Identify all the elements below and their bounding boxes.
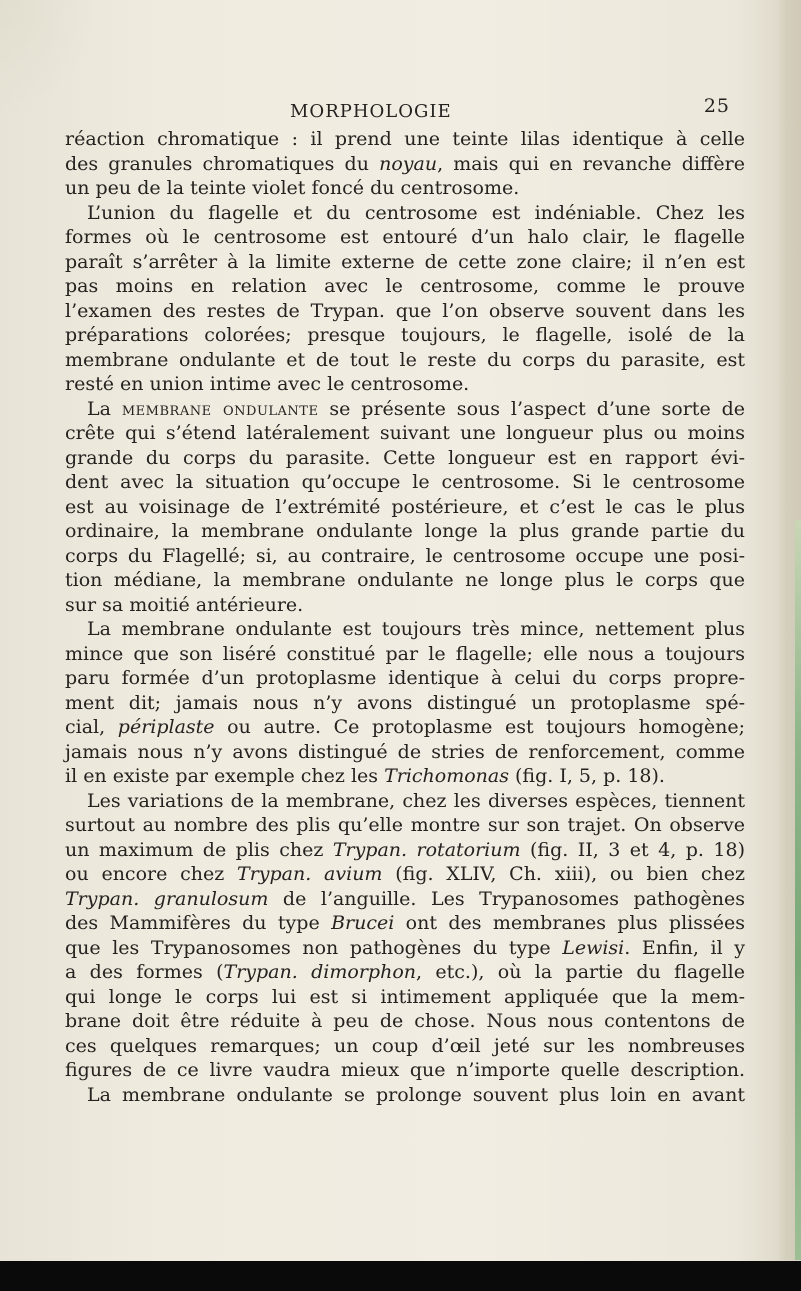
text-line <box>65 617 745 642</box>
scan-bottom-border <box>0 1261 801 1291</box>
text-line <box>65 544 745 569</box>
text-line <box>65 691 745 716</box>
text-line <box>65 225 745 250</box>
text-line <box>65 421 745 446</box>
text-line <box>65 519 745 544</box>
text-line <box>65 397 745 422</box>
text-line <box>65 936 745 961</box>
text-segment: formes où le centrosome est entouré d’un halo clair, le flagelle <box>65 226 745 248</box>
text-segment: réaction chromatique : il prend une teinte lilas identique à celle <box>65 128 745 150</box>
italic-text: Brucei <box>331 912 395 934</box>
text-line <box>65 985 745 1010</box>
text-segment: cial, <box>65 716 118 738</box>
text-line <box>65 960 745 985</box>
italic-text: Trypan. avium <box>237 863 383 885</box>
text-segment: se présente sous l’aspect d’une sorte de <box>318 397 746 420</box>
text-segment: a des formes ( <box>65 961 224 983</box>
text-line <box>65 495 745 520</box>
text-segment: jamais nous n’y avons distingué de stries de renforcement, comme <box>65 740 745 763</box>
text-segment: figures de ce livre vaudra mieux que n’importe quelle description. <box>65 1059 745 1081</box>
text-line <box>65 372 745 397</box>
text-line <box>65 813 745 838</box>
text-segment: tion médiane, la membrane ondulante ne longe plus le corps que <box>65 569 745 591</box>
text-segment: que les Trypanosomes non pathogènes du type <box>65 936 563 959</box>
text-segment: mince que son liséré constitué par le flagelle; elle nous a toujours <box>65 642 745 665</box>
text-segment: paru formée d’un protoplasme identique à celui du corps propre- <box>65 667 745 689</box>
text-segment: ces quelques remarques; un coup d’œil jeté sur les nombreuses <box>65 1034 745 1057</box>
text-line <box>65 250 745 275</box>
text-segment: l’examen des restes de Trypan. que l’on observe souvent dans les <box>65 299 745 322</box>
text-segment: La membrane ondulante est toujours très mince, nettement plus <box>87 618 745 640</box>
page-number: 25 <box>703 95 730 117</box>
text-segment: un maximum de plis chez <box>65 838 333 861</box>
text-segment: Les variations de la membrane, chez les diverses espèces, tiennent <box>87 789 745 812</box>
running-header <box>290 95 760 125</box>
text-line <box>65 201 745 226</box>
text-segment: de l’anguille. Les Trypanosomes pathogènes <box>268 887 745 910</box>
text-segment: sur sa moitié antérieure. <box>65 593 304 616</box>
text-segment: La membrane ondulante se prolonge souvent plus loin en avant <box>87 1083 745 1106</box>
text-segment: membrane ondulante et de tout le reste du corps du parasite, est <box>65 348 745 371</box>
text-line <box>65 666 745 691</box>
text-segment: crête qui s’étend latéralement suivant une longueur plus ou moins <box>65 422 745 444</box>
italic-text: Trypan. granulosum <box>65 887 269 910</box>
text-line <box>65 715 745 740</box>
text-line <box>65 323 745 348</box>
text-segment: , mais qui en revanche diffère <box>437 152 746 175</box>
text-segment: brane doit être réduite à peu de chose. Nous nous contentons de <box>65 1010 745 1032</box>
text-segment: ou autre. Ce protoplasme est toujours homogène; <box>214 716 745 738</box>
text-segment: La <box>87 397 122 420</box>
italic-text: périplaste <box>117 716 215 738</box>
italic-text: Trypan. dimorphon <box>223 961 416 983</box>
small-caps-text: membrane ondulante <box>121 397 319 420</box>
text-segment: grande du corps du parasite. Cette longueur est en rapport évi- <box>65 446 745 469</box>
body-text <box>65 127 745 1107</box>
text-segment: (fig. I, 5, p. 18). <box>508 765 665 787</box>
text-segment: L’union du flagelle et du centrosome est indéniable. Chez les <box>87 201 745 224</box>
text-line <box>65 348 745 373</box>
text-segment: (fig. XLIV, Ch. xiii), ou bien chez <box>382 863 745 885</box>
text-line <box>65 568 745 593</box>
text-line <box>65 862 745 887</box>
text-line <box>65 789 745 814</box>
italic-text: Trypan. rotatorium <box>332 838 521 861</box>
italic-text: Trichomonas <box>384 765 509 787</box>
text-segment: préparations colorées; presque toujours, le flagelle, isolé de la <box>65 324 745 346</box>
text-segment: (fig. II, 3 et 4, p. 18) <box>520 838 745 861</box>
text-line <box>65 176 745 201</box>
text-segment: surtout au nombre des plis qu’elle montre sur son trajet. On observe <box>65 814 745 836</box>
text-segment: qui longe le corps lui est si intimement appliquée que la mem- <box>65 985 745 1008</box>
text-line <box>65 1058 745 1083</box>
text-segment: paraît s’arrêter à la limite externe de cette zone claire; il n’en est <box>65 250 745 273</box>
text-line <box>65 299 745 324</box>
text-segment: un peu de la teinte violet foncé du centrosome. <box>65 177 520 199</box>
text-line <box>65 446 745 471</box>
text-line <box>65 1083 745 1108</box>
running-header-title: MORPHOLOGIE <box>290 101 452 122</box>
italic-text: Lewisi <box>562 936 625 959</box>
text-segment: resté en union intime avec le centrosome. <box>65 373 470 395</box>
text-segment: il en existe par exemple chez les <box>65 765 385 787</box>
text-line <box>65 127 745 152</box>
text-line <box>65 1009 745 1034</box>
text-line <box>65 593 745 618</box>
text-line <box>65 838 745 863</box>
text-segment: , etc.), où la partie du flagelle <box>416 961 745 983</box>
italic-text: noyau <box>379 152 438 175</box>
text-line <box>65 470 745 495</box>
text-line <box>65 764 745 789</box>
scan-edge-strip <box>795 520 801 1260</box>
text-segment: est au voisinage de l’extrémité postérieure, et c’est le cas le plus <box>65 495 745 518</box>
text-line <box>65 642 745 667</box>
text-line <box>65 274 745 299</box>
text-segment: . Enfin, il y <box>624 936 745 959</box>
text-segment: dent avec la situation qu’occupe le centrosome. Si le centrosome <box>65 471 745 493</box>
text-segment: ordinaire, la membrane ondulante longe la plus grande partie du <box>65 520 745 542</box>
text-segment: ment dit; jamais nous n’y avons distingué un protoplasme spé- <box>65 691 745 714</box>
text-line <box>65 740 745 765</box>
text-segment: pas moins en relation avec le centrosome, comme le prouve <box>65 275 745 297</box>
text-line <box>65 1034 745 1059</box>
text-line <box>65 152 745 177</box>
text-segment: des granules chromatiques du <box>65 152 380 175</box>
text-segment: des Mammifères du type <box>65 912 332 934</box>
text-segment: ou encore chez <box>65 863 238 885</box>
text-line <box>65 911 745 936</box>
text-segment: corps du Flagellé; si, au contraire, le centrosome occupe une posi- <box>65 544 745 567</box>
paper-shadow <box>0 0 95 120</box>
text-line <box>65 887 745 912</box>
text-segment: ont des membranes plus plissées <box>394 912 745 934</box>
